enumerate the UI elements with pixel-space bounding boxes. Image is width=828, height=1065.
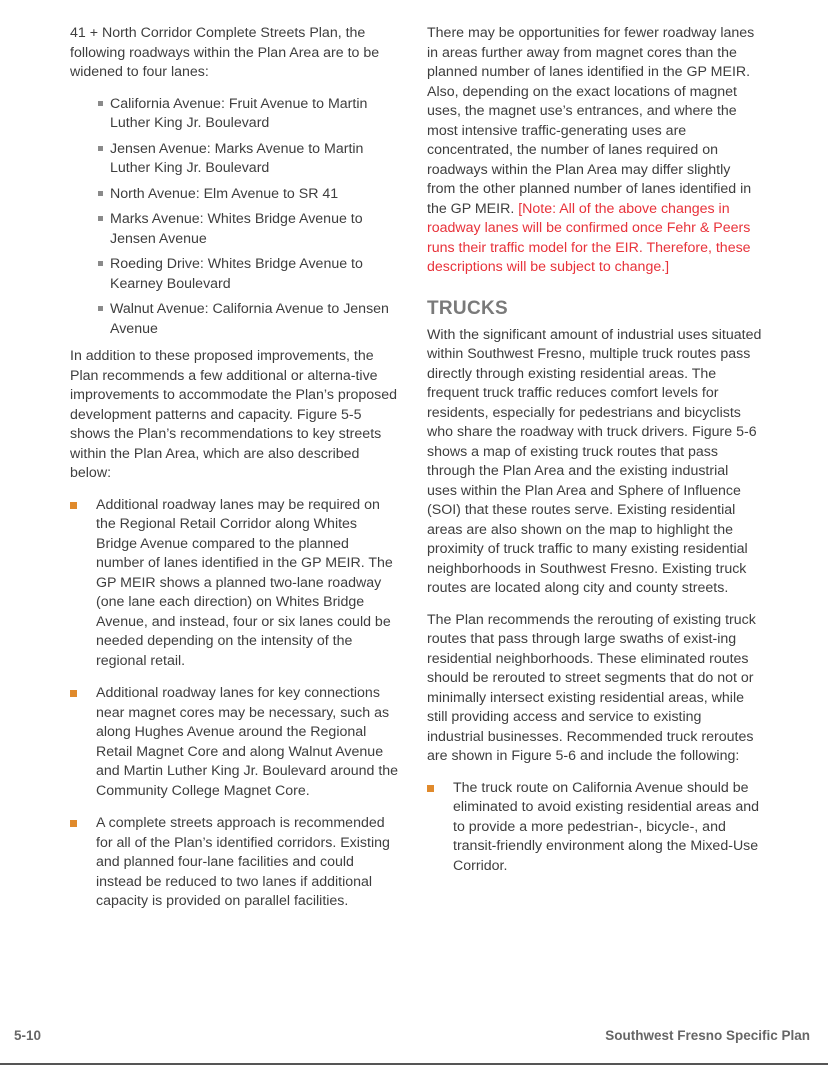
- square-bullet-icon: [98, 191, 103, 196]
- rerouting-paragraph: The Plan recommends the rerouting of existing truck routes that pass through large swaths of exist-ing residential neighborhoods. These eliminated routes should be rerouted to street segments that do not or minimally intersect existing residential areas, while still providing access and service to existing industrial businesses. Recommended truck reroutes are shown in Figure 5-6 and include the following:: [427, 611, 756, 764]
- reroutes-list: [427, 779, 762, 877]
- recommendations-list: [70, 496, 400, 912]
- list-item: Jensen Avenue: Marks Avenue to Martin Luther King Jr. Boulevard: [98, 140, 400, 179]
- roadway-list: [70, 95, 400, 340]
- list-item: Walnut Avenue: California Avenue to Jensen Avenue: [98, 300, 400, 339]
- document-title: Southwest Fresno Specific Plan: [605, 1028, 810, 1043]
- orange-square-bullet-icon: [427, 785, 434, 792]
- orange-square-bullet-icon: [70, 820, 77, 827]
- square-bullet-icon: [98, 216, 103, 221]
- list-item: North Avenue: Elm Avenue to SR 41: [98, 185, 400, 205]
- lanes-paragraph: There may be opportunities for fewer roadway lanes in areas further away from magnet cores than the planned number of lanes identified in the GP MEIR. Also, depending on the exact locations of magnet uses, the magnet use’s entrances, and where the most intensive traffic-generating uses are concentrated, the number of lanes required on roadways within the Plan Area may differ slightly from the other planned number of lanes identified in the GP MEIR. [Note: All of the above changes in roadway lanes will be confirmed once Fehr & Peers runs their traffic model for the EIR. Therefore, these descriptions will be subject to change.]: [427, 25, 755, 275]
- list-item: Marks Avenue: Whites Bridge Avenue to Jensen Avenue: [98, 210, 400, 249]
- section-heading-trucks: TRUCKS: [427, 297, 508, 319]
- intro-paragraph: 41 + North Corridor Complete Streets Plan, the following roadways within the Plan Area are to be widened to four lanes:: [70, 25, 380, 80]
- square-bullet-icon: [98, 306, 103, 311]
- list-item: A complete streets approach is recommended for all of the Plan’s identified corridors. Existing and planned four-lane facilities and could instead be reduced to two lanes if additional capacity is provided on parallel facilities.: [70, 814, 400, 912]
- orange-square-bullet-icon: [70, 502, 77, 509]
- right-column: [427, 24, 762, 889]
- list-item: California Avenue: Fruit Avenue to Martin Luther King Jr. Boulevard: [98, 95, 400, 134]
- editor-note: [Note: All of the above changes in roadway lanes will be confirmed once Fehr & Peers runs their traffic model for the EIR. Therefore, these descriptions will be subject to change.]: [427, 200, 751, 275]
- square-bullet-icon: [98, 101, 103, 106]
- list-item: Additional roadway lanes may be required on the Regional Retail Corridor along Whites Bridge Avenue compared to the planned number of lanes identified in the GP MEIR. The GP MEIR shows a planned two-lane roadway (one lane each direction) on Whites Bridge Avenue, and instead, four or six lanes could be needed depending on the intensity of the regional retail.: [70, 496, 400, 672]
- square-bullet-icon: [98, 261, 103, 266]
- improvements-paragraph: In addition to these proposed improvements, the Plan recommends a few additional or alterna-tive improvements to accommodate the Plan’s proposed development patterns and capacity. Figure 5-5 shows the Plan’s recommendations to key streets within the Plan Area, which are also described below:: [70, 348, 398, 481]
- orange-square-bullet-icon: [70, 690, 77, 697]
- page-number: 5-10: [14, 1028, 42, 1043]
- trucks-paragraph: With the significant amount of industrial uses situated within Southwest Fresno, multiple truck routes pass directly through existing residential areas. The frequent truck traffic reduces comfort levels for residents, especially for pedestrians and bicyclists who share the roadway with truck drivers. Figure 5-6 shows a map of existing truck routes that pass through the Plan Area and the existing industrial uses within the Plan Area and Sphere of Influence (SOI) that these routes serve. Existing residential areas are also shown on the map to highlight the proximity of truck traffic to many existing residential neighborhoods in Southwest Fresno. Existing truck routes are located along city and county streets.: [427, 326, 762, 596]
- left-column: [70, 24, 400, 925]
- list-item: Additional roadway lanes for key connections near magnet cores may be necessary, such as along Hughes Avenue around the Regional Retail Magnet Core and along Walnut Avenue and Martin Luther King Jr. Boulevard around the Community College Magnet Core.: [70, 684, 400, 801]
- square-bullet-icon: [98, 146, 103, 151]
- list-item: The truck route on California Avenue should be eliminated to avoid existing residential areas and to provide a more pedestrian-, bicycle-, and transit-friendly environment along the Mixed-Use Corridor.: [427, 779, 762, 877]
- list-item: Roeding Drive: Whites Bridge Avenue to Kearney Boulevard: [98, 255, 400, 294]
